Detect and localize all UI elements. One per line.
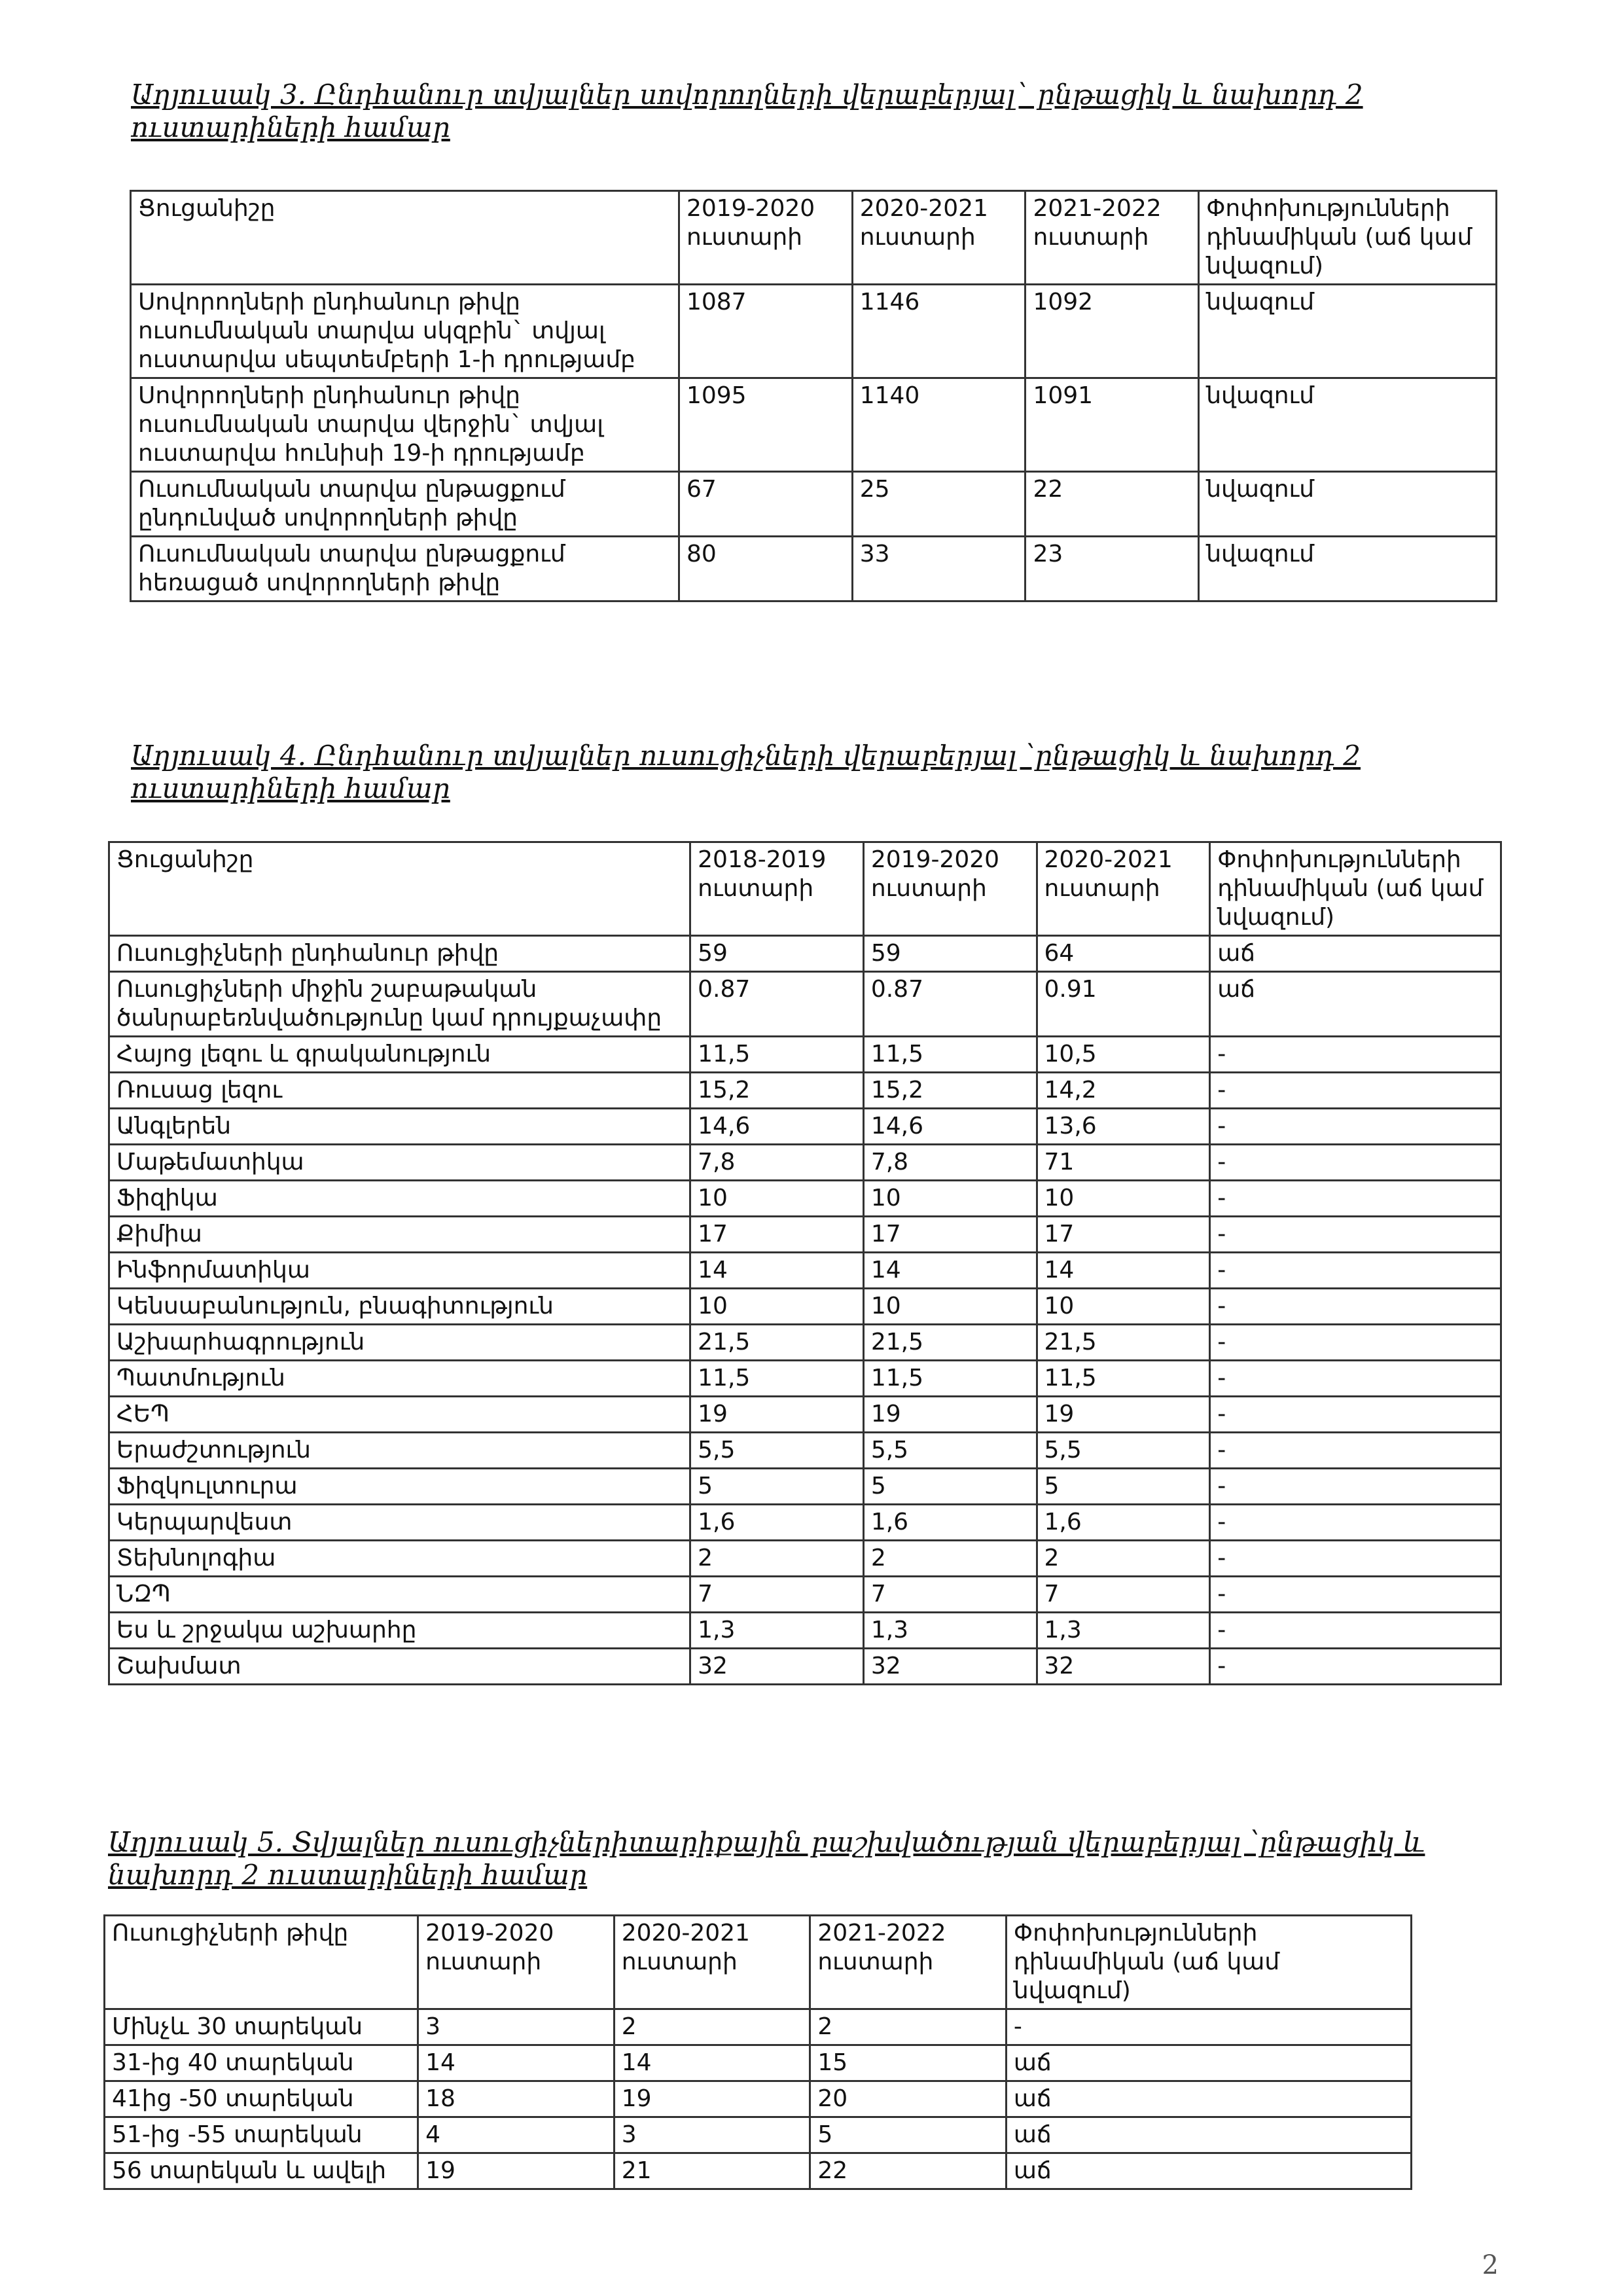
table-cell: Փոփոխությունների դինամիկան (աճ կամ նվազում) xyxy=(1210,842,1501,936)
table-cell: Մաթեմատիկա xyxy=(109,1145,690,1181)
table-row xyxy=(109,1181,1501,1217)
table-cell: աճ xyxy=(1006,2117,1411,2153)
table-cell: 14 xyxy=(690,1253,864,1289)
table-cell: նվազում xyxy=(1199,378,1497,472)
table-cell: 32 xyxy=(863,1649,1037,1685)
table-row xyxy=(109,1145,1501,1181)
table-cell: 13,6 xyxy=(1037,1109,1210,1145)
table-cell: - xyxy=(1210,1649,1501,1685)
table-cell: 5 xyxy=(863,1469,1037,1505)
table-cell: 2 xyxy=(863,1541,1037,1577)
table-cell: 7 xyxy=(1037,1577,1210,1613)
table-cell: ՆԶՊ xyxy=(109,1577,690,1613)
table-cell: 32 xyxy=(690,1649,864,1685)
table4 xyxy=(108,841,1502,1685)
table-row xyxy=(109,1505,1501,1541)
table-cell: Քիմիա xyxy=(109,1217,690,1253)
table-cell: 14,6 xyxy=(863,1109,1037,1145)
table-cell: 11,5 xyxy=(863,1361,1037,1397)
table-cell: 2 xyxy=(1037,1541,1210,1577)
table-cell: ՀԵՊ xyxy=(109,1397,690,1433)
table-cell: Ֆիզիկա xyxy=(109,1181,690,1217)
table-cell: 59 xyxy=(690,936,864,972)
table-cell: - xyxy=(1210,1073,1501,1109)
table-cell: 22 xyxy=(1026,472,1199,537)
table-cell: նվազում xyxy=(1199,285,1497,378)
table-row xyxy=(109,1649,1501,1685)
table-header-row xyxy=(131,191,1497,285)
table-cell: 5 xyxy=(690,1469,864,1505)
table-row xyxy=(109,1613,1501,1649)
table-cell: Ուսումնական տարվա ընթացքում ընդունված սովորողների թիվը xyxy=(131,472,679,537)
table-cell: 7,8 xyxy=(863,1145,1037,1181)
table-cell: 19 xyxy=(614,2081,810,2117)
table-cell: 2020-2021 ուստարի xyxy=(614,1916,810,2009)
table-cell: 2021-2022 ուստարի xyxy=(1026,191,1199,285)
table-cell: 19 xyxy=(863,1397,1037,1433)
table-cell: Ցուցանիշը xyxy=(131,191,679,285)
table-cell: աճ xyxy=(1006,2153,1411,2189)
table-cell: Կերպարվեստ xyxy=(109,1505,690,1541)
table-cell: 2019-2020 ուստարի xyxy=(863,842,1037,936)
table-cell: 14 xyxy=(1037,1253,1210,1289)
table-row xyxy=(109,1109,1501,1145)
table-cell: 0.87 xyxy=(863,972,1037,1037)
table-cell: Սովորողների ընդհանուր թիվը ուսումնական տարվա վերջին` տվյալ ուստարվա հունիսի 19-ի դրությամբ xyxy=(131,378,679,472)
table-row xyxy=(109,936,1501,972)
table-cell: 20 xyxy=(810,2081,1007,2117)
table-cell: - xyxy=(1210,1613,1501,1649)
table-cell: 7,8 xyxy=(690,1145,864,1181)
table-row xyxy=(109,1541,1501,1577)
table-cell: 22 xyxy=(810,2153,1007,2189)
table-cell: 15,2 xyxy=(690,1073,864,1109)
table-row xyxy=(109,1433,1501,1469)
table-cell: աճ xyxy=(1006,2045,1411,2081)
table-cell: 2019-2020 ուստարի xyxy=(679,191,852,285)
table-cell: - xyxy=(1210,1325,1501,1361)
table-cell: 31-ից 40 տարեկան xyxy=(105,2045,418,2081)
table-cell: 11,5 xyxy=(863,1037,1037,1073)
table-cell: - xyxy=(1210,1037,1501,1073)
table-cell: Կենսաբանություն, բնագիտություն xyxy=(109,1289,690,1325)
table-cell: 0.87 xyxy=(690,972,864,1037)
table-row xyxy=(131,378,1497,472)
table-row xyxy=(105,2081,1412,2117)
table-cell: 19 xyxy=(418,2153,615,2189)
table-cell: Ինֆորմատիկա xyxy=(109,1253,690,1289)
table-cell: 19 xyxy=(1037,1397,1210,1433)
table-row xyxy=(109,1361,1501,1397)
table-cell: - xyxy=(1210,1361,1501,1397)
table-cell: 10 xyxy=(690,1289,864,1325)
table-row xyxy=(105,2117,1412,2153)
table-header-row xyxy=(105,1916,1412,2009)
table-cell: Ուսումնական տարվա ընթացքում հեռացած սովորողների թիվը xyxy=(131,537,679,601)
table-cell: 2019-2020 ուստարի xyxy=(418,1916,615,2009)
table-cell: - xyxy=(1210,1145,1501,1181)
table-cell: Ռուսաց լեզու xyxy=(109,1073,690,1109)
table-cell: 32 xyxy=(1037,1649,1210,1685)
table-cell: - xyxy=(1210,1217,1501,1253)
table-cell: 71 xyxy=(1037,1145,1210,1181)
table-cell: 11,5 xyxy=(690,1037,864,1073)
table-header-row xyxy=(109,842,1501,936)
table-cell: Տեխնոլոգիա xyxy=(109,1541,690,1577)
table-cell: 2 xyxy=(690,1541,864,1577)
table-cell: 56 տարեկան և ավելի xyxy=(105,2153,418,2189)
table-cell: Ուսուցիչների թիվը xyxy=(105,1916,418,2009)
table-cell: 10 xyxy=(1037,1181,1210,1217)
table-cell: 0.91 xyxy=(1037,972,1210,1037)
table-cell: 59 xyxy=(863,936,1037,972)
table-row xyxy=(131,285,1497,378)
table-cell: 15,2 xyxy=(863,1073,1037,1109)
table-cell: - xyxy=(1006,2009,1411,2045)
page-number: 2 xyxy=(1482,2250,1499,2280)
table-cell: 64 xyxy=(1037,936,1210,972)
table-cell: Երաժշտություն xyxy=(109,1433,690,1469)
table-cell: 1146 xyxy=(852,285,1026,378)
table-row xyxy=(109,1289,1501,1325)
table-cell: 1140 xyxy=(852,378,1026,472)
table-cell: - xyxy=(1210,1289,1501,1325)
table-cell: 14 xyxy=(418,2045,615,2081)
table-cell: 10 xyxy=(863,1181,1037,1217)
table-cell: 21,5 xyxy=(1037,1325,1210,1361)
table-row xyxy=(109,1037,1501,1073)
table-cell: 7 xyxy=(690,1577,864,1613)
table-cell: 1092 xyxy=(1026,285,1199,378)
table-cell: - xyxy=(1210,1253,1501,1289)
table-cell: 1091 xyxy=(1026,378,1199,472)
table-cell: նվազում xyxy=(1199,537,1497,601)
table-cell: 19 xyxy=(690,1397,864,1433)
table-cell: Պատմություն xyxy=(109,1361,690,1397)
table-cell: աճ xyxy=(1006,2081,1411,2117)
table-cell: Ես և շրջակա աշխարհը xyxy=(109,1613,690,1649)
table-cell: 33 xyxy=(852,537,1026,601)
table-cell: 17 xyxy=(690,1217,864,1253)
table-cell: 2020-2021 ուստարի xyxy=(1037,842,1210,936)
table-row xyxy=(131,537,1497,601)
table-cell: 2020-2021 ուստարի xyxy=(852,191,1026,285)
table-cell: 2 xyxy=(614,2009,810,2045)
table-cell: 21 xyxy=(614,2153,810,2189)
table-cell: Սովորողների ընդհանուր թիվը ուսումնական տարվա սկզբին` տվյալ ուստարվա սեպտեմբերի 1-ի դրությամբ xyxy=(131,285,679,378)
table-cell: 10 xyxy=(1037,1289,1210,1325)
table3 xyxy=(130,190,1497,602)
table-cell: 1,6 xyxy=(1037,1505,1210,1541)
table-cell: - xyxy=(1210,1397,1501,1433)
table-cell: 10,5 xyxy=(1037,1037,1210,1073)
table-cell: - xyxy=(1210,1541,1501,1577)
table-row xyxy=(105,2153,1412,2189)
table-cell: 1,3 xyxy=(1037,1613,1210,1649)
table-cell: Փոփոխությունների դինամիկան (աճ կամ նվազում) xyxy=(1199,191,1497,285)
table-cell: նվազում xyxy=(1199,472,1497,537)
table-cell: 67 xyxy=(679,472,852,537)
table-row xyxy=(109,1577,1501,1613)
table-cell: 14,2 xyxy=(1037,1073,1210,1109)
table-cell: 21,5 xyxy=(690,1325,864,1361)
table-cell: - xyxy=(1210,1181,1501,1217)
table-cell: 1087 xyxy=(679,285,852,378)
table-row xyxy=(109,1325,1501,1361)
table5 xyxy=(103,1914,1412,2190)
table-cell: 14,6 xyxy=(690,1109,864,1145)
table-cell: 3 xyxy=(418,2009,615,2045)
table-cell: - xyxy=(1210,1109,1501,1145)
table-row xyxy=(109,972,1501,1037)
table-cell: 2018-2019 ուստարի xyxy=(690,842,864,936)
table-row xyxy=(109,1253,1501,1289)
table-cell: 11,5 xyxy=(1037,1361,1210,1397)
table-cell: 14 xyxy=(614,2045,810,2081)
table-cell: Ցուցանիշը xyxy=(109,842,690,936)
table-cell: 15 xyxy=(810,2045,1007,2081)
table-cell: 5,5 xyxy=(690,1433,864,1469)
table4-caption: Աղյուսակ 4. Ընդհանուր տվյալներ ուսուցիչների վերաբերյալ ՝ընթացիկ և նախորդ 2 ուստարիների համար xyxy=(131,740,1361,804)
table-cell: 1,6 xyxy=(863,1505,1037,1541)
table-cell: 17 xyxy=(1037,1217,1210,1253)
table-cell: Հայոց լեզու և գրականություն xyxy=(109,1037,690,1073)
table-row xyxy=(109,1217,1501,1253)
table5-caption: Աղյուսակ 5. Տվյալներ ուսուցիչներիտարիքային բաշխվածության վերաբերյալ ՝ընթացիկ և նախորդ 2 ուստարիների համար xyxy=(108,1826,1425,1891)
table-cell: 23 xyxy=(1026,537,1199,601)
table-cell: - xyxy=(1210,1469,1501,1505)
table-cell: 1,3 xyxy=(863,1613,1037,1649)
table-cell: 5 xyxy=(1037,1469,1210,1505)
table-cell: 1,6 xyxy=(690,1505,864,1541)
table-cell: Մինչև 30 տարեկան xyxy=(105,2009,418,2045)
table-cell: 41ից -50 տարեկան xyxy=(105,2081,418,2117)
table-cell: - xyxy=(1210,1433,1501,1469)
table-cell: 4 xyxy=(418,2117,615,2153)
table-cell: 80 xyxy=(679,537,852,601)
table-row xyxy=(109,1073,1501,1109)
table-cell: 21,5 xyxy=(863,1325,1037,1361)
table-cell: 5,5 xyxy=(1037,1433,1210,1469)
table-row xyxy=(131,472,1497,537)
table-row xyxy=(105,2009,1412,2045)
table-cell: Ուսուցիչների միջին շաբաթական ծանրաբեռնվածությունը կամ դրույքաչափը xyxy=(109,972,690,1037)
table-cell: 2021-2022 ուստարի xyxy=(810,1916,1007,2009)
table-cell: Ուսուցիչների ընդհանուր թիվը xyxy=(109,936,690,972)
table-cell: աճ xyxy=(1210,972,1501,1037)
table-cell: 18 xyxy=(418,2081,615,2117)
table-cell: Փոփոխությունների դինամիկան (աճ կամ նվազում) xyxy=(1006,1916,1411,2009)
table-cell: 51-ից -55 տարեկան xyxy=(105,2117,418,2153)
table-cell: 14 xyxy=(863,1253,1037,1289)
table-cell: 7 xyxy=(863,1577,1037,1613)
table-cell: 2 xyxy=(810,2009,1007,2045)
table-cell: 17 xyxy=(863,1217,1037,1253)
table-cell: Ֆիզկուլտուրա xyxy=(109,1469,690,1505)
table-cell: 5,5 xyxy=(863,1433,1037,1469)
table-cell: - xyxy=(1210,1577,1501,1613)
table-cell: 11,5 xyxy=(690,1361,864,1397)
table-row xyxy=(109,1397,1501,1433)
table-row xyxy=(105,2045,1412,2081)
table-cell: 3 xyxy=(614,2117,810,2153)
table-cell: Աշխարհագրություն xyxy=(109,1325,690,1361)
table-cell: 10 xyxy=(863,1289,1037,1325)
table-cell: աճ xyxy=(1210,936,1501,972)
table-cell: 5 xyxy=(810,2117,1007,2153)
table-cell: 1,3 xyxy=(690,1613,864,1649)
table-cell: 10 xyxy=(690,1181,864,1217)
table-cell: Անգլերեն xyxy=(109,1109,690,1145)
table-row xyxy=(109,1469,1501,1505)
table3-caption: Աղյուսակ 3. Ընդհանուր տվյալներ սովորողների վերաբերյալ` ընթացիկ և նախորդ 2 ուստարիների համար xyxy=(131,79,1363,143)
table-cell: - xyxy=(1210,1505,1501,1541)
table-cell: 1095 xyxy=(679,378,852,472)
table-cell: Շախմատ xyxy=(109,1649,690,1685)
table-cell: 25 xyxy=(852,472,1026,537)
